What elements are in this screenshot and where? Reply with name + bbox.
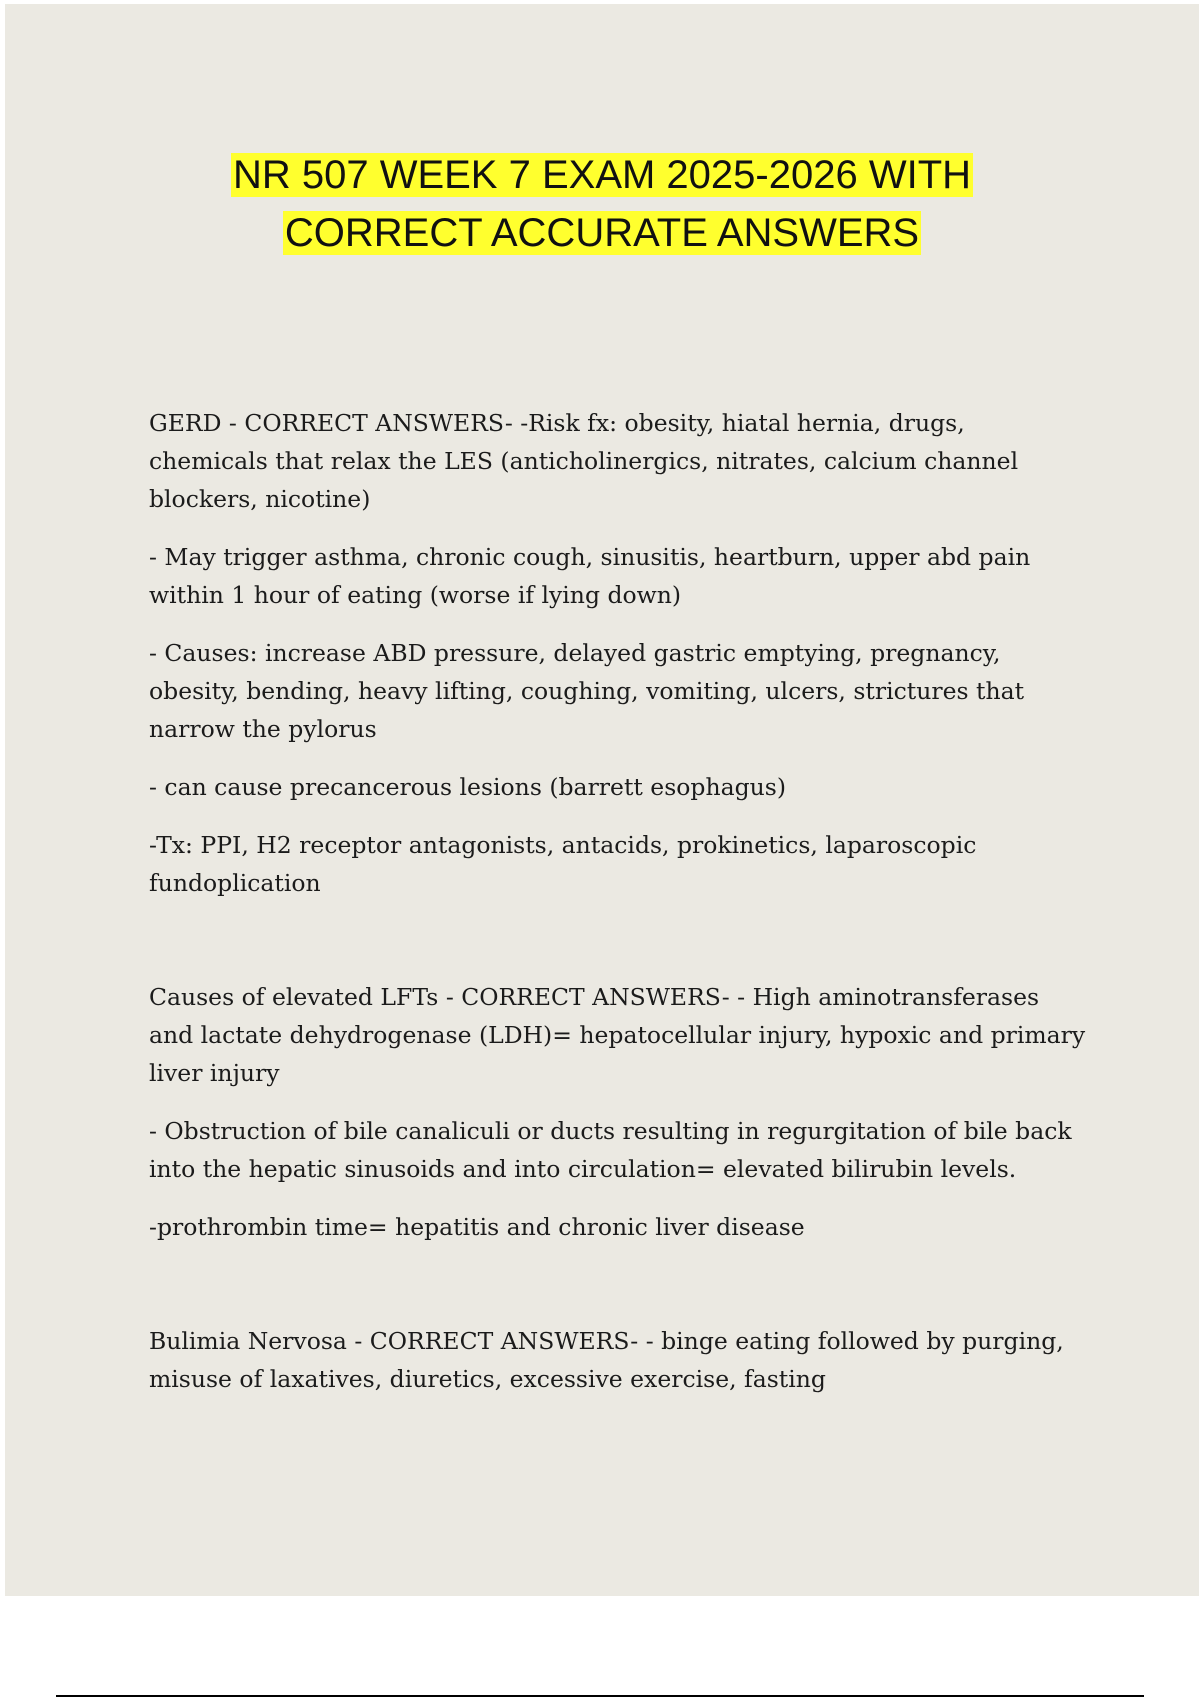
entry-paragraph: - can cause precancerous lesions (barrett esophagus) [149,773,787,801]
entry-paragraph: -Tx: PPI, H2 receptor antagonists, antacids, prokinetics, laparoscopic fundoplication [149,831,977,897]
entry-paragraph: GERD - CORRECT ANSWERS- -Risk fx: obesity, hiatal hernia, drugs, chemicals that relax the LES (anticholinergics, nitrates, calcium channel blockers, nicotine) [149,409,1019,513]
entry-gerd [149,404,1089,902]
entry-paragraph: Bulimia Nervosa - CORRECT ANSWERS- - binge eating followed by purging, misuse of laxatives, diuretics, excessive exercise, fasting [149,1327,1064,1393]
title-line-1: NR 507 WEEK 7 EXAM 2025-2026 WITH [232,153,972,197]
entry-paragraph: - May trigger asthma, chronic cough, sinusitis, heartburn, upper abd pain within 1 hour of eating (worse if lying down) [149,543,1031,609]
footer-divider [56,1695,1144,1697]
entry-paragraph: Causes of elevated LFTs - CORRECT ANSWERS- - High aminotransferases and lactate dehydrogenase (LDH)= hepatocellular injury, hypoxic and primary liver injury [149,983,1086,1087]
title-line-2: CORRECT ACCURATE ANSWERS [284,211,920,255]
entry-paragraph: - Obstruction of bile canaliculi or ducts resulting in regurgitation of bile back into the hepatic sinusoids and into circulation= elevated bilirubin levels. [149,1117,1072,1183]
document-page [5,4,1199,1596]
entry-bulimia-nervosa [149,1322,1089,1398]
document-body [149,404,1089,1418]
entry-paragraph: - Causes: increase ABD pressure, delayed gastric emptying, pregnancy, obesity, bending, heavy lifting, coughing, vomiting, ulcers, strictures that narrow the pylorus [149,639,1025,743]
entry-paragraph: -prothrombin time= hepatitis and chronic liver disease [149,1213,805,1241]
document-title [5,146,1199,262]
entry-elevated-lfts [149,978,1089,1246]
